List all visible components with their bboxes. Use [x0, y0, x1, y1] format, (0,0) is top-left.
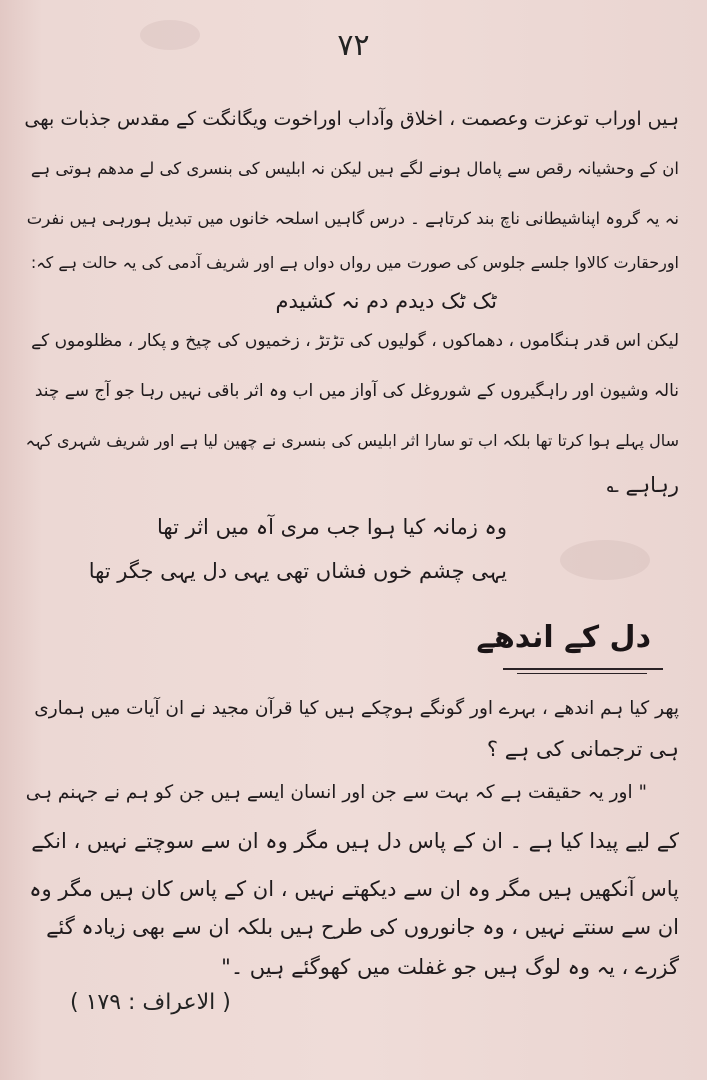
paragraph-line: پھر کیا ہم اندھے ، بہرے اور گونگے ہوچکے ہیں کیا قرآن مجید نے ان آیات میں ہماری: [34, 698, 679, 719]
quote-line: کے لیے پیدا کیا ہے ۔ ان کے پاس دل ہیں مگر وہ ان سے سوچتے نہیں ، انکے: [31, 829, 679, 853]
paper-stain: [560, 540, 650, 580]
paragraph-line: رہاہے ؎: [606, 473, 679, 497]
paragraph-line: ہیں اوراب توعزت وعصمت ، اخلاق وآداب اوراخوت ویگانگت کے مقدس جذبات بھی: [24, 108, 679, 130]
paragraph-line: ان کے وحشیانہ رقص سے پامال ہونے لگے ہیں لیکن نہ ابلیس کی بنسری کی لے مدھم ہوتی ہے: [30, 159, 679, 178]
paragraph-line: ہی ترجمانی کی ہے ؟: [486, 737, 679, 761]
paragraph-line: نالہ وشیون اور راہگیروں کے شوروغل کی آواز میں اب وہ اثر باقی نہیں رہا جو آج سے چند: [34, 381, 679, 401]
paragraph-line: لیکن اس قدر ہنگاموں ، دھماکوں ، گولیوں کی تڑتڑ ، زخمیوں کی چیخ و پکار ، مظلوموں کے: [31, 331, 679, 351]
paragraph-line: اورحقارت کالاوا جلسے جلوس کی صورت میں رواں دواں ہے اور شریف آدمی کی یہ حالت ہے کہ:: [30, 253, 679, 272]
heading-underline: [503, 668, 663, 670]
quran-citation: ( الاعراف : ۱۷۹ ): [70, 990, 231, 1015]
couplet-line: وہ زمانہ کیا ہوا جب مری آہ میں اثر تھا: [157, 515, 507, 539]
section-heading: دل کے اندھے: [476, 620, 651, 655]
heading-underline: [517, 673, 647, 674]
quote-line: " اور یہ حقیقت ہے کہ بہت سے جن اور انسان ایسے ہیں جن کو ہم نے جہنم ہی: [25, 782, 647, 803]
page-number: ۷۲: [337, 28, 370, 63]
quote-line: ان سے سنتے نہیں ، وہ جانوروں کی طرح ہیں بلکہ ان سے بھی زیادہ گئے: [46, 915, 679, 939]
persian-verse: ٹک ٹک دیدم دم نہ کشیدم: [275, 289, 497, 313]
paragraph-line: نہ یہ گروہ اپناشیطانی ناچ بند کرتاہے ۔ درس گاہیں اسلحہ خانوں میں تبدیل ہورہی ہیں نفرت: [26, 209, 679, 228]
couplet-line: یہی چشم خوں فشاں تھی یہی دل یہی جگر تھا: [88, 559, 507, 583]
quote-line: گزرے ، یہ وہ لوگ ہیں جو غفلت میں کھوگئے ہیں ۔": [221, 955, 679, 979]
paragraph-line: سال پہلے ہوا کرتا تھا بلکہ اب تو سارا اثر ابلیس کی بنسری نے چھین لیا ہے اور شریف شہری کہہ: [25, 431, 679, 450]
quote-line: پاس آنکھیں ہیں مگر وہ ان سے دیکھتے نہیں ، ان کے پاس کان ہیں مگر وہ: [29, 877, 679, 901]
